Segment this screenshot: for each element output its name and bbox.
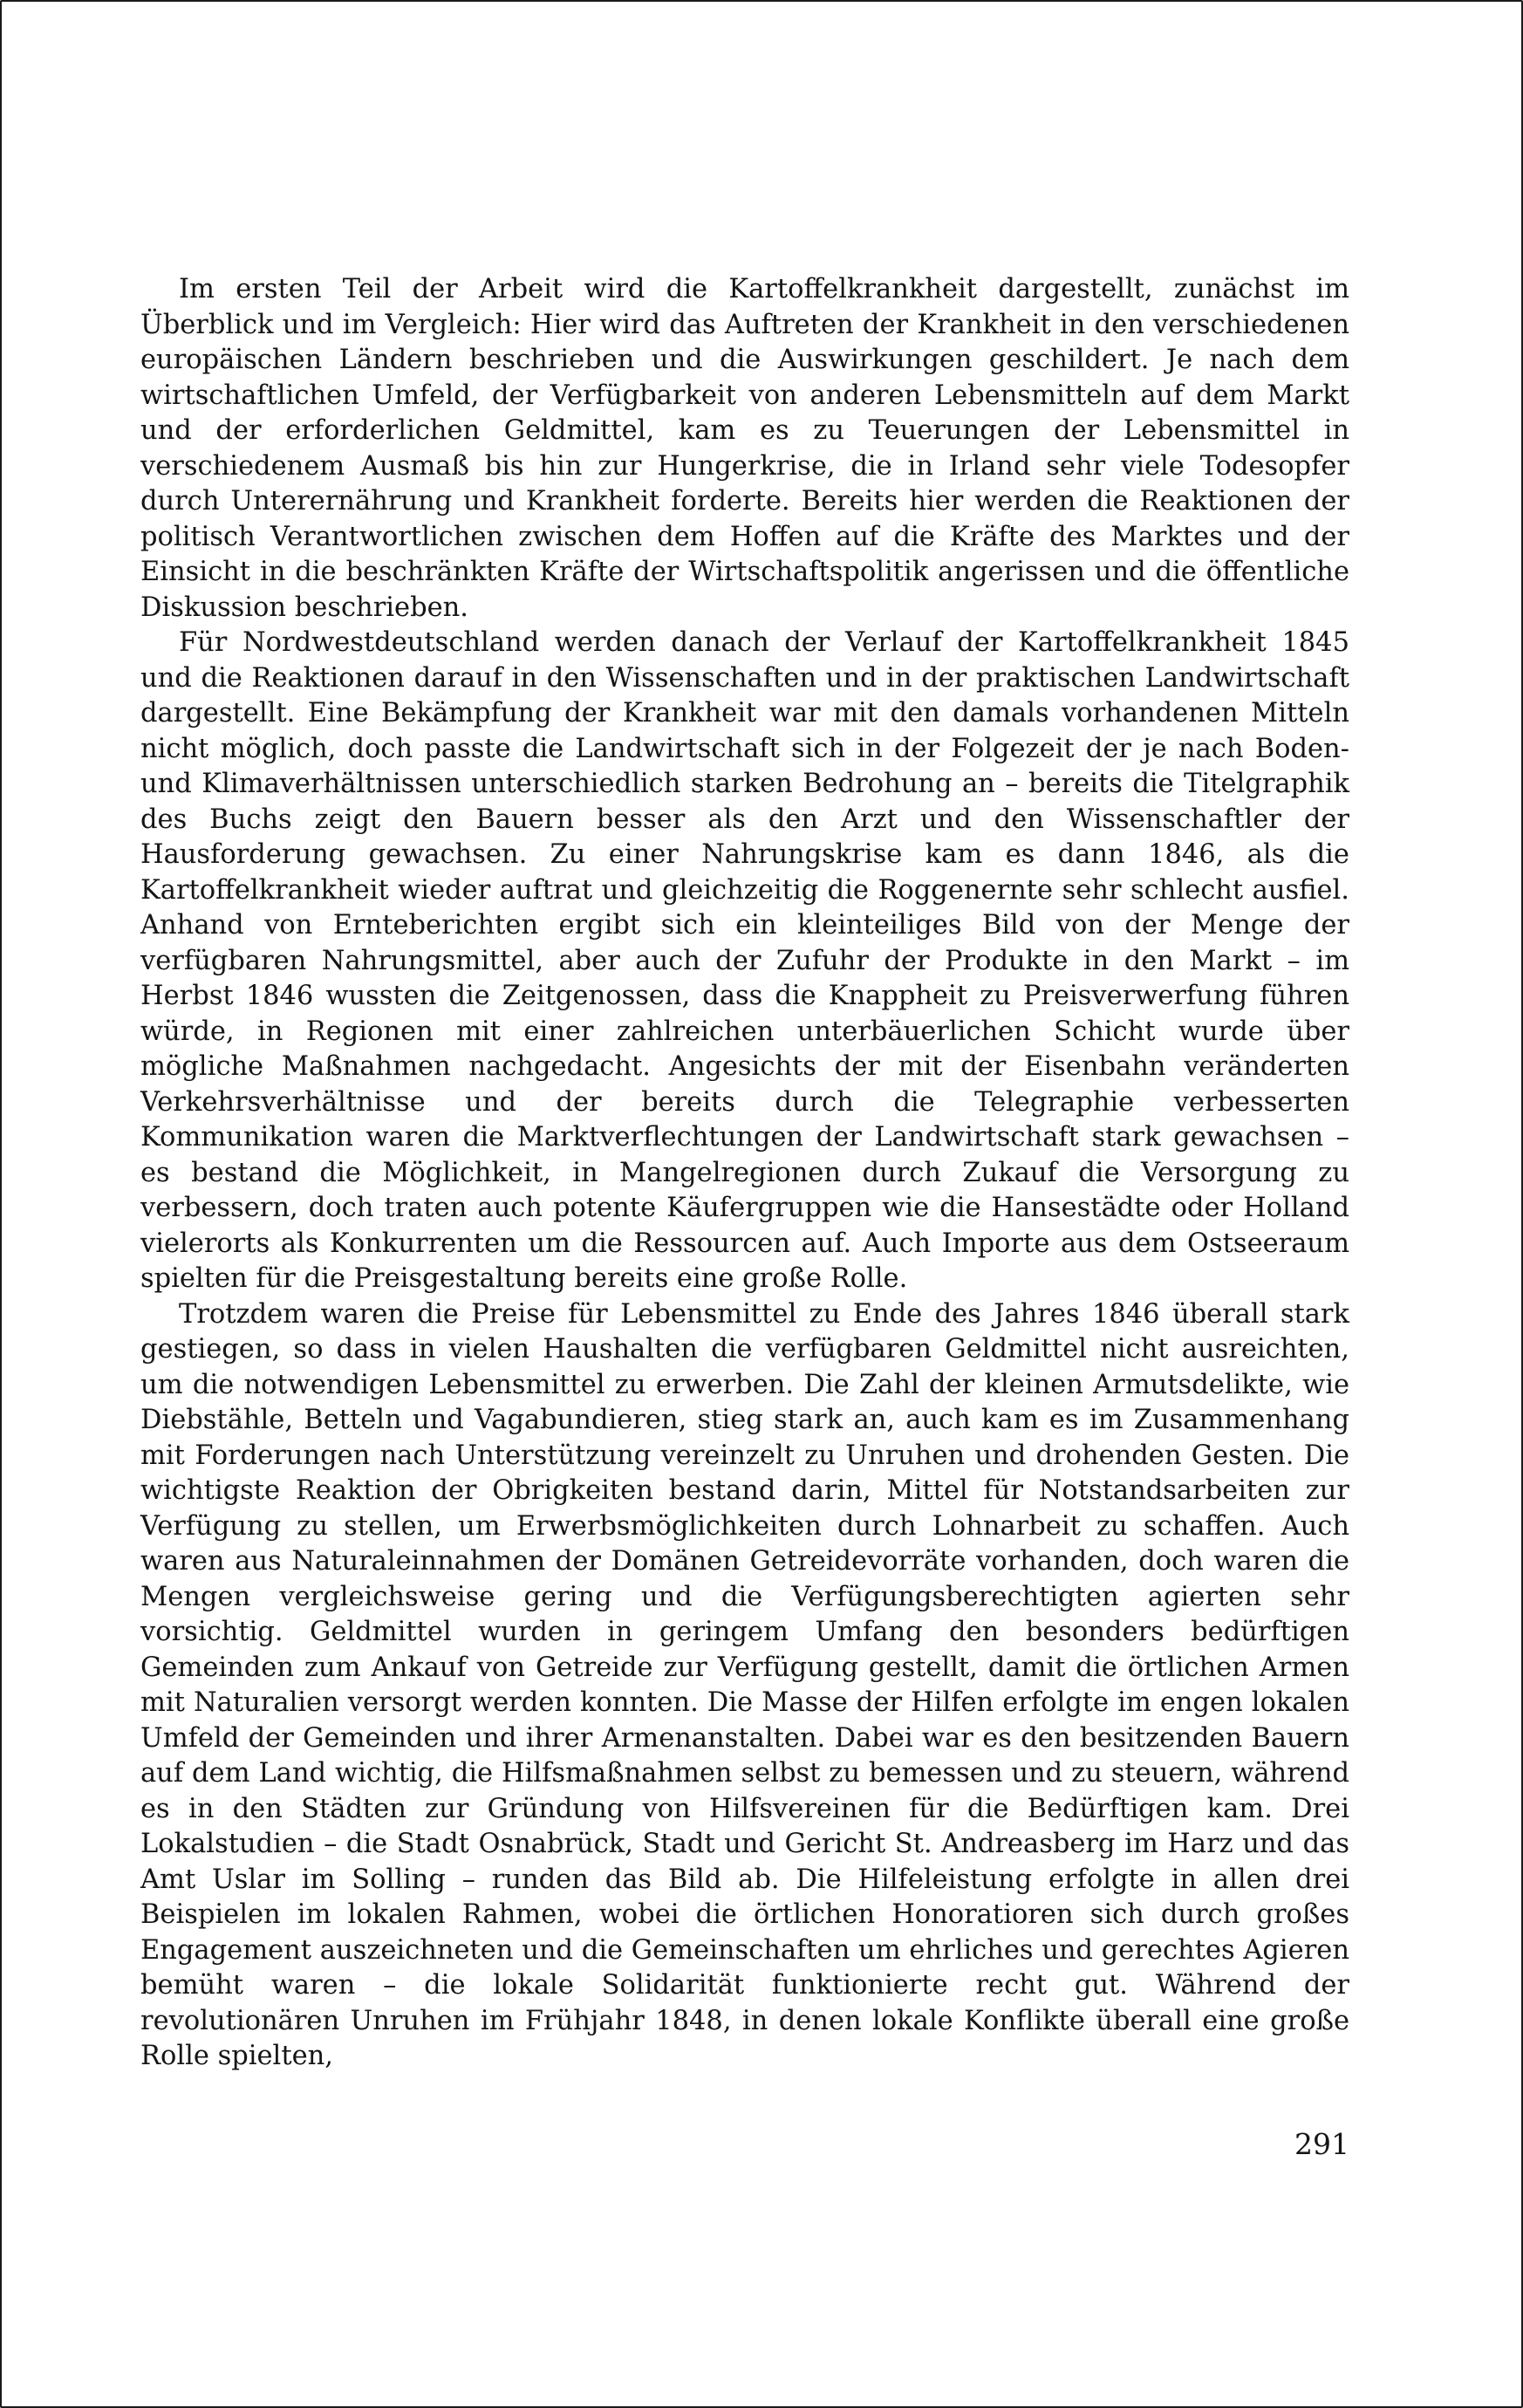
paragraph-2: Für Nordwestdeutschland werden danach der Verlauf der Kartoffelkrankheit 1845 und die Reaktionen darauf in den Wissenschaften und in der praktischen Landwirtschaft dargestellt. Eine Bekämpfung der Krankheit war mit den damals vorhandenen Mitteln nicht möglich, doch passte die Landwirtschaft sich in der Folgezeit der je nach Boden- und Klimaverhältnissen unterschiedlich starken Bedrohung an – bereits die Titelgraphik des Buchs zeigt den Bauern besser als den Arzt und den Wissenschaftler der Hausforderung gewachsen. Zu einer Nahrungskrise kam es dann 1846, als die Kartoffelkrankheit wieder auftrat und gleichzeitig die Roggenernte sehr schlecht ausfiel. Anhand von Ernteberichten ergibt sich ein kleinteiliges Bild von der Menge der verfügbaren Nahrungsmittel, aber auch der Zufuhr der Produkte in den Markt – im Herbst 1846 wussten die Zeitgenossen, dass die Knappheit zu Preisverwerfung führen würde, in Regionen mit einer zahlreichen unterbäuerlichen Schicht wurde über mögliche Maßnahmen nachgedacht. Angesichts der mit der Eisenbahn veränderten Verkehrsverhältnisse und der bereits durch die Telegraphie verbesserten Kommunikation waren die Marktverflechtungen der Landwirtschaft stark gewachsen – es bestand die Möglichkeit, in Mangelregionen durch Zukauf die Versorgung zu verbessern, doch traten auch potente Käufergruppen wie die Hansestädte oder Holland vielerorts als Konkurrenten um die Ressourcen auf. Auch Importe aus dem Ostseeraum spielten für die Preisgestaltung bereits eine große Rolle.: [140, 627, 1349, 1294]
paragraph-3: Trotzdem waren die Preise für Lebensmittel zu Ende des Jahres 1846 überall stark gestiegen, so dass in vielen Haushalten die verfügbaren Geldmittel nicht ausreichten, um die notwendigen Lebensmittel zu erwerben. Die Zahl der kleinen Armutsdelikte, wie Diebstähle, Betteln und Vagabundieren, stieg stark an, auch kam es im Zusammenhang mit Forderungen nach Unterstützung vereinzelt zu Unruhen und drohenden Gesten. Die wichtigste Reaktion der Obrigkeiten bestand darin, Mittel für Notstandsarbeiten zur Verfügung zu stellen, um Erwerbsmöglichkeiten durch Lohnarbeit zu schaffen. Auch waren aus Naturaleinnahmen der Domänen Getreidevorräte vorhanden, doch waren die Mengen vergleichsweise gering und die Verfügungsberechtigten agierten sehr vorsichtig. Geldmittel wurden in geringem Umfang den besonders bedürftigen Gemeinden zum Ankauf von Getreide zur Verfügung gestellt, damit die örtlichen Armen mit Naturalien versorgt werden konnten. Die Masse der Hilfen erfolgte im engen lokalen Umfeld der Gemeinden und ihrer Armenanstalten. Dabei war es den besitzenden Bauern auf dem Land wichtig, die Hilfsmaßnahmen selbst zu bemessen und zu steuern, während es in den Städten zur Gründung von Hilfsvereinen für die Bedürftigen kam. Drei Lokalstudien – die Stadt Osnabrück, Stadt und Gericht St. Andreasberg im Harz und das Amt Uslar im Solling – runden das Bild ab. Die Hilfeleistung erfolgte in allen drei Beispielen im lokalen Rahmen, wobei die örtlichen Honoratioren sich durch großes Engagement auszeichneten und die Gemeinschaften um ehrliches und gerechtes Agieren bemüht waren – die lokale Solidarität funktionierte recht gut. Während der revolutionären Unruhen im Frühjahr 1848, in denen lokale Konflikte überall eine große Rolle spielten,: [140, 1298, 1349, 2071]
body-text: [140, 272, 1349, 2075]
paragraph-1: Im ersten Teil der Arbeit wird die Kartoffelkrankheit dargestellt, zunächst im Überblick und im Vergleich: Hier wird das Auftreten der Krankheit in den verschiedenen europäischen Ländern beschrieben und die Auswirkungen geschildert. Je nach dem wirtschaftlichen Umfeld, der Verfügbarkeit von anderen Lebensmitteln auf dem Markt und der erforderlichen Geldmittel, kam es zu Teuerungen der Lebensmittel in verschiedenem Ausmaß bis hin zur Hungerkrise, die in Irland sehr viele Todesopfer durch Unterernährung und Krankheit forderte. Bereits hier werden die Reaktionen der politisch Verantwortlichen zwischen dem Hoffen auf die Kräfte des Marktes und der Einsicht in die beschränkten Kräfte der Wirtschaftspolitik angerissen und die öffentliche Diskussion beschrieben.: [140, 274, 1349, 623]
page-number: 291: [1294, 2127, 1349, 2161]
